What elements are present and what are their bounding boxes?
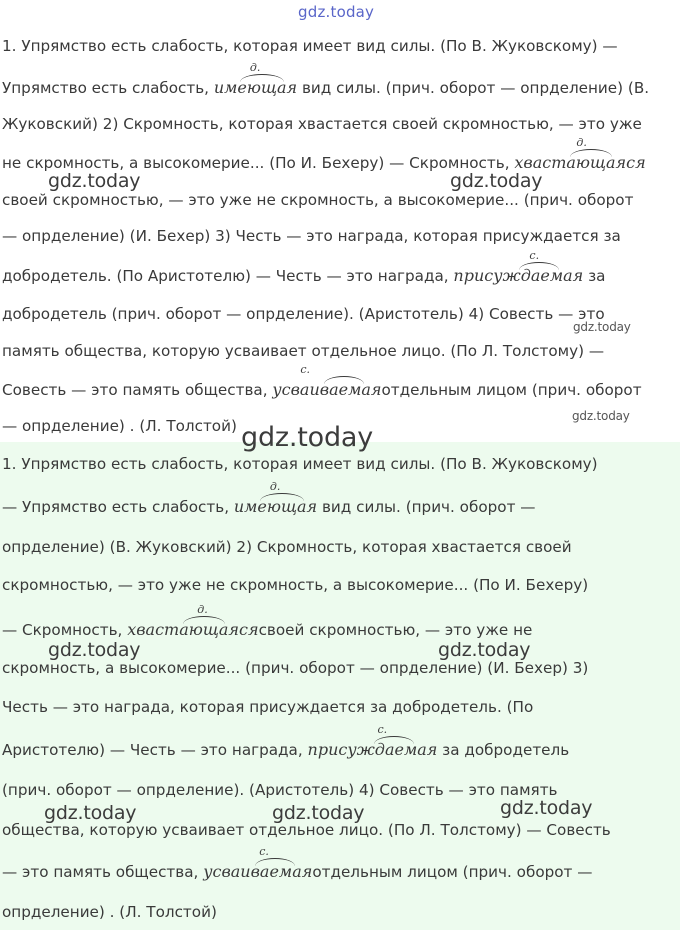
watermark: gdz.today <box>450 170 543 192</box>
text-line: добродетель (прич. оборот — опрделение). (Аристотель) 4) Совесть — это <box>2 305 605 323</box>
solution-block-1 <box>0 26 680 440</box>
text-line: Упрямство есть слабость, имеющая д. вид силы. (прич. оборот — опрделение) (В. <box>2 78 649 98</box>
text-line: память общества, которую усваивает отдельное лицо. (По Л. Толстому) — <box>2 342 605 360</box>
text-line: — опрделение) . (Л. Толстой) <box>2 417 237 435</box>
text-line: — опрделение) (И. Бехер) 3) Честь — это награда, которая присуждается за <box>2 227 621 245</box>
text-line: — Упрямство есть слабость, имеющая д. вид силы. (прич. оборот — <box>2 497 535 517</box>
text-line: скромностью, — это уже не скромность, а высокомерие... (По И. Бехеру) <box>2 576 589 594</box>
watermark: gdz.today <box>500 797 593 819</box>
text-line: своей скромностью, — это уже не скромность, а высокомерие... (прич. оборот <box>2 191 634 209</box>
text-line: опрделение) (В. Жуковский) 2) Скромность, которая хвастается своей <box>2 538 572 556</box>
text-line: Честь — это награда, которая присуждается за добродетель. (По <box>2 698 534 716</box>
participle-word: усваиваемая с. <box>203 862 312 881</box>
text-line: Совесть — это память общества, усваиваемая с. отдельным лицом (прич. оборот <box>2 380 642 400</box>
participle-word: имеющая д. <box>214 78 297 97</box>
suffix-mark: д. <box>576 136 587 149</box>
watermark: gdz.today <box>438 639 531 661</box>
watermark: gdz.today <box>573 320 631 334</box>
suffix-mark: д. <box>249 61 261 74</box>
suffix-mark: с. <box>377 723 388 736</box>
text-line: опрделение) . (Л. Толстой) <box>2 903 217 921</box>
watermark: gdz.today <box>44 802 137 824</box>
solution-block-2 <box>0 442 680 930</box>
text-line: — Скромность, хвастающаяся д. своей скромностью, — это уже не <box>2 620 532 640</box>
suffix-arc <box>260 493 304 501</box>
text-line: общества, которую усваивает отдельное лицо. (По Л. Толстому) — Совесть <box>2 821 611 839</box>
text-line: — это память общества, усваиваемая с. отдельным лицом (прич. оборот — <box>2 862 592 882</box>
participle-word: усваиваемая с. <box>272 380 381 399</box>
watermark: gdz.today <box>272 802 365 824</box>
participle-word: имеющая д. <box>234 497 317 516</box>
suffix-mark: д. <box>269 480 281 493</box>
participle-word: присуждаемая с. <box>308 740 438 759</box>
watermark: gdz.today <box>241 422 374 453</box>
participle-word: хвастающаяся д. <box>514 153 645 172</box>
watermark: gdz.today <box>48 639 141 661</box>
suffix-arc <box>240 74 284 82</box>
text-line: 1. Упрямство есть слабость, которая имеет вид силы. (По В. Жуковскому) <box>2 455 598 473</box>
suffix-arc <box>324 376 364 384</box>
text-line: Аристотелю) — Честь — это награда, присуждаемая с. за добродетель <box>2 740 569 760</box>
suffix-mark: с. <box>259 845 269 858</box>
text-line: Жуковский) 2) Скромность, которая хвастается своей скромностью, — это уже <box>2 115 642 133</box>
participle-word: присуждаемая с. <box>453 266 583 285</box>
watermark: gdz.today <box>572 409 630 423</box>
suffix-mark: с. <box>529 249 540 262</box>
site-logo[interactable]: gdz.today <box>298 3 375 21</box>
suffix-mark: с. <box>300 363 311 376</box>
participle-word: хвастающаяся д. <box>127 620 258 639</box>
text-line: добродетель. (По Аристотелю) — Честь — это награда, присуждаемая с. за <box>2 266 605 286</box>
text-line: скромность, а высокомерие... (прич. оборот — опрделение) (И. Бехер) 3) <box>2 659 589 677</box>
suffix-arc <box>519 262 559 270</box>
page-header <box>0 0 680 26</box>
text-line: (прич. оборот — опрделение). (Аристотель) 4) Совесть — это память <box>2 781 558 799</box>
text-line: 1. Упрямство есть слабость, которая имеет вид силы. (По В. Жуковскому) — <box>2 37 618 55</box>
suffix-mark: д. <box>197 603 208 616</box>
watermark: gdz.today <box>48 170 141 192</box>
text-line: не скромность, а высокомерие... (По И. Бехеру) — Скромность, хвастающаяся д. <box>2 153 646 173</box>
